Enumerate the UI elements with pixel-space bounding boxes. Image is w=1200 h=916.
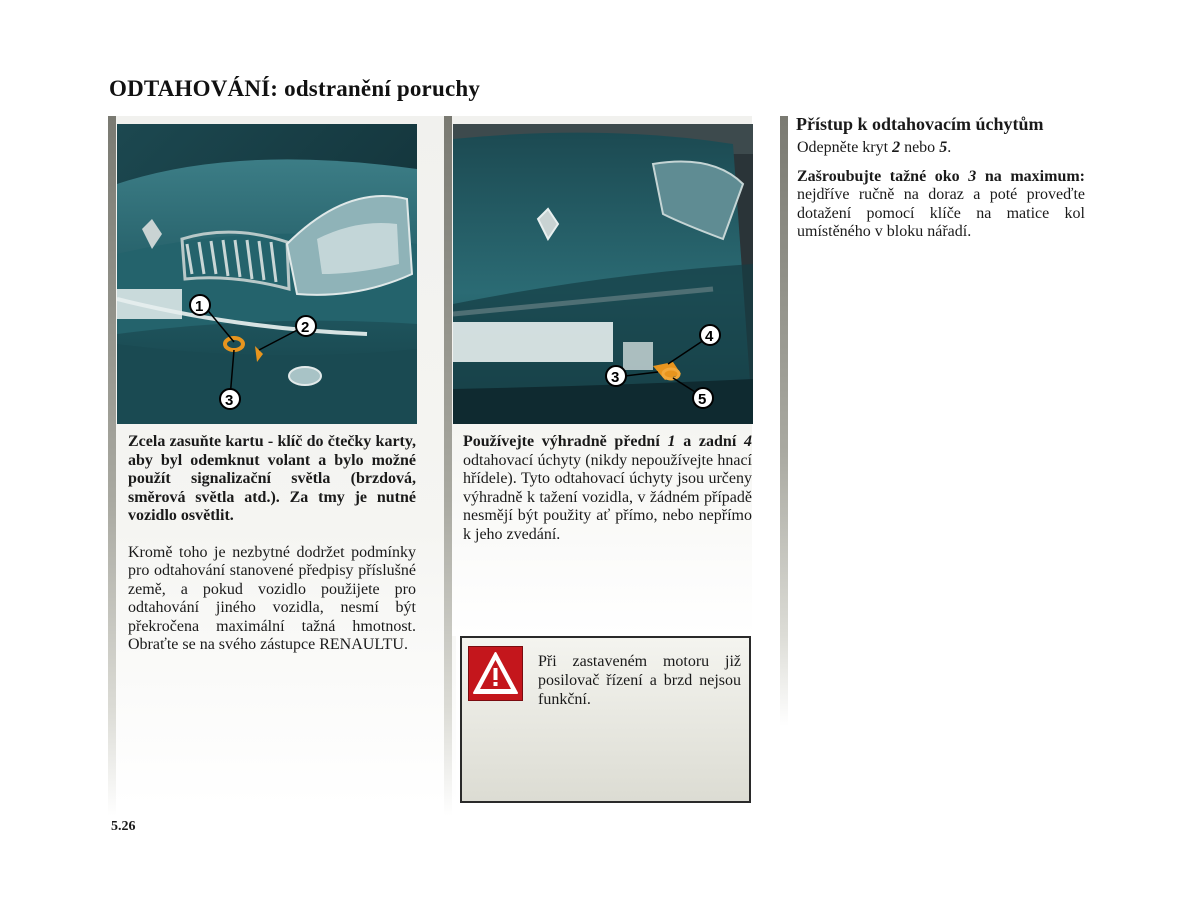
callout-4	[700, 325, 720, 345]
svg-text:2: 2	[301, 319, 310, 336]
screw-tow-eye-text: Zašroubujte tažné oko 3 na maximum: nejdříve ručně na doraz a poté proveďte dotažení pomocí klíče na matice kol umístěného v bloku nářadí.	[797, 167, 1085, 240]
rear-car-photo	[453, 124, 753, 424]
svg-text:3: 3	[225, 392, 234, 409]
column2-bar	[444, 116, 452, 816]
card-instruction: Zcela zasuňte kartu - klíč do čtečky karty, aby byl odemknut volant a bylo možné použít signalizační světla (brzdová, směrová světla atd.). Za tmy je nutné vozidlo osvětlit.	[128, 433, 416, 524]
warning-text: Při zastaveném motoru již posilovač řízení a brzd nejsou funkční.	[538, 653, 741, 708]
callout-1	[190, 295, 210, 315]
page-number: 5.26	[111, 819, 136, 834]
column3-bar	[780, 116, 788, 726]
column1-text	[128, 433, 416, 655]
svg-text:4: 4	[705, 328, 714, 345]
svg-text:5: 5	[698, 391, 707, 408]
svg-text:1: 1	[195, 298, 204, 315]
towing-regulations: Kromě toho je nezbytné dodržet podmínky pro odtahování stanovené předpisy příslušné země, a pokud vozidlo použijete pro odtahování jiného vozidla, nesmí být překročena maximální tažná hmotnost. Obraťte se na svého zástupce RENAULTU.	[128, 543, 416, 653]
column1-bar	[108, 116, 116, 816]
column3-text	[797, 139, 1085, 242]
callout-2	[296, 316, 316, 336]
callout-3	[220, 389, 240, 409]
tow-hooks-paragraph: Používejte výhradně přední 1 a zadní 4 odtahovací úchyty (nikdy nepoužívejte hnací hřídele). Tyto odtahovací úchyty jsou určeny výhradně k tažení vozidla, v žádném případě nesmějí být použity ať přímo, nebo nepřímo k jeho zvedání.	[463, 433, 752, 543]
warning-box	[460, 636, 751, 803]
front-car-photo	[117, 124, 417, 424]
unclip-cover-text: Odepněte kryt 2 nebo 5.	[797, 139, 952, 156]
svg-text:3: 3	[611, 369, 620, 386]
callout-5	[693, 388, 713, 408]
page-title: ODTAHOVÁNÍ: odstranění poruchy	[109, 76, 481, 101]
column2-text	[463, 433, 752, 544]
warning-triangle-icon	[468, 646, 523, 701]
section-heading: Přístup k odtahovacím úchytům	[796, 114, 1044, 134]
callout-3-rear	[606, 366, 626, 386]
